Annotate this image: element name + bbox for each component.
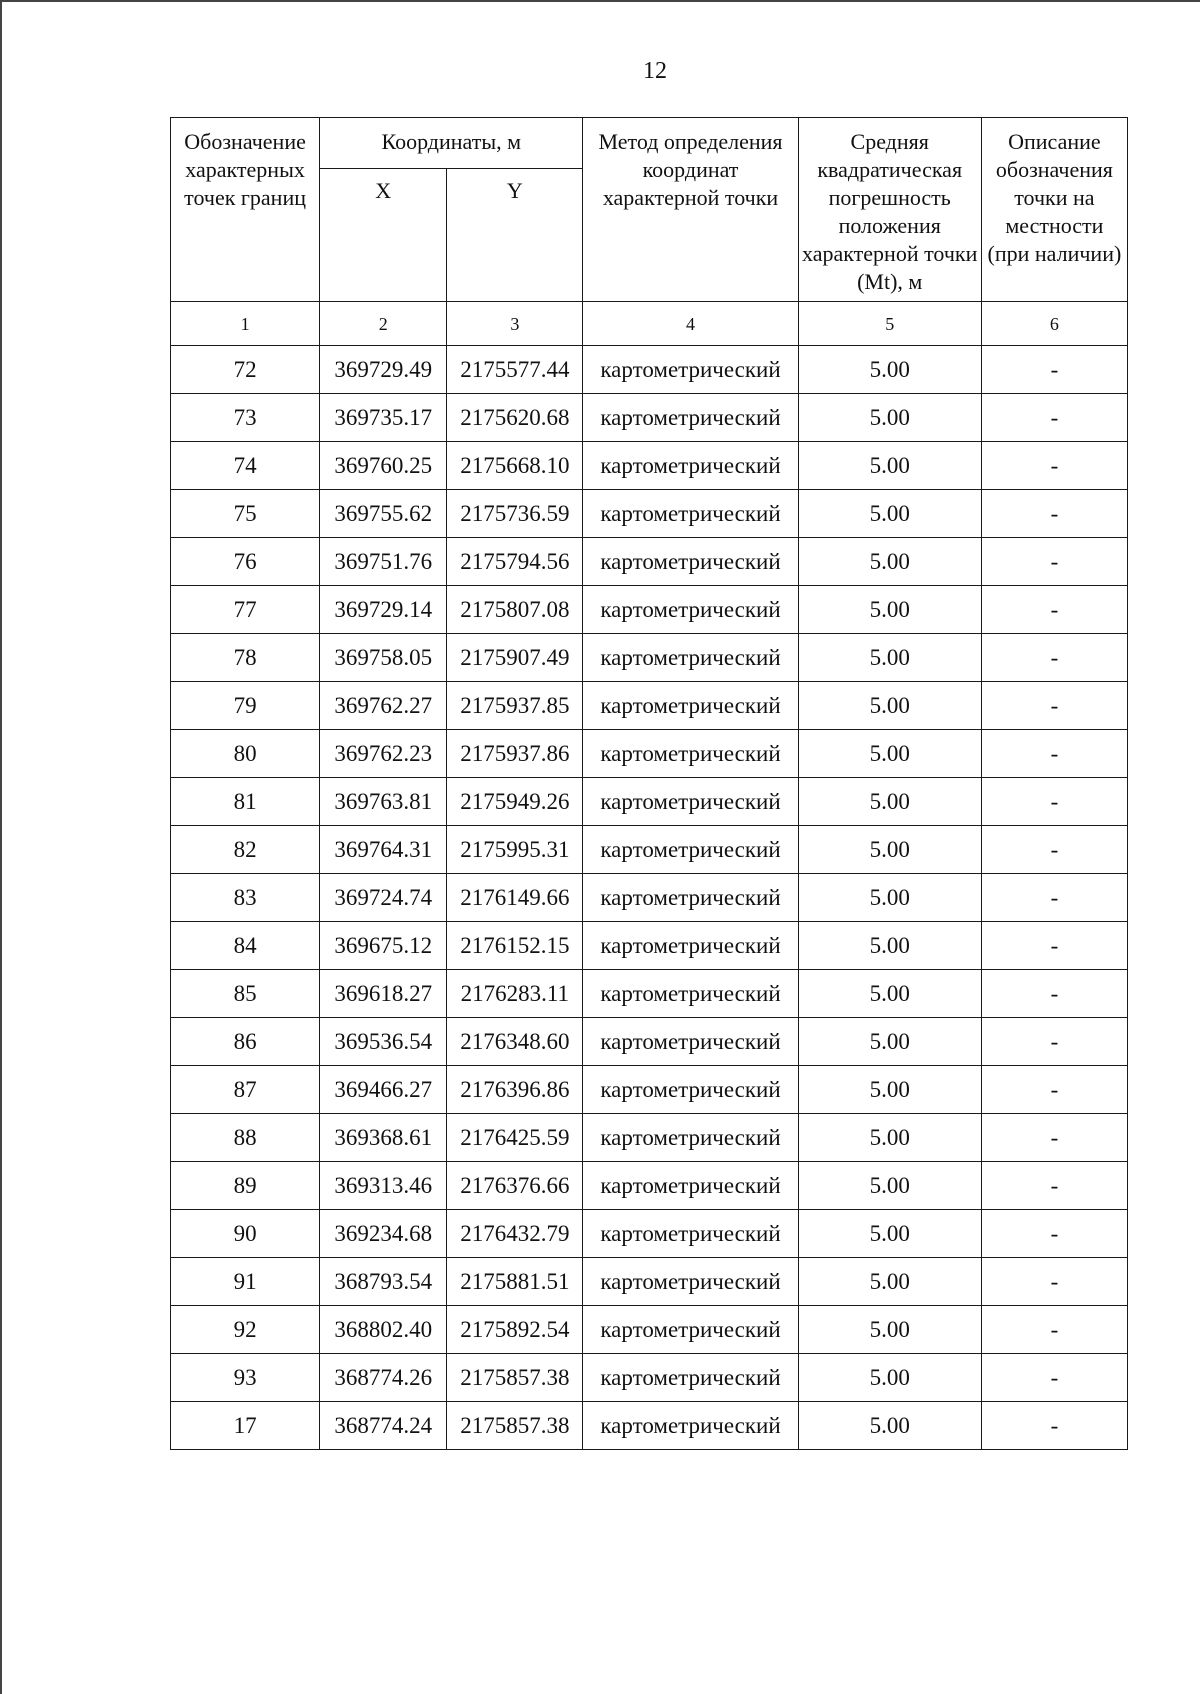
header-point: Обозначение характерных точек границ — [171, 118, 320, 302]
table-row — [171, 634, 1128, 682]
table-row — [171, 1114, 1128, 1162]
cell-x: 369313.46 — [320, 1162, 447, 1210]
table-row — [171, 346, 1128, 394]
column-number: 6 — [981, 302, 1127, 346]
table-body — [171, 346, 1128, 1450]
cell-y: 2176283.11 — [447, 970, 583, 1018]
cell-y: 2176425.59 — [447, 1114, 583, 1162]
cell-description: - — [981, 490, 1127, 538]
column-number: 2 — [320, 302, 447, 346]
cell-point: 86 — [171, 1018, 320, 1066]
cell-x: 369762.23 — [320, 730, 447, 778]
cell-x: 369751.76 — [320, 538, 447, 586]
header-x: X — [320, 169, 447, 302]
table-row — [171, 1018, 1128, 1066]
cell-x: 369368.61 — [320, 1114, 447, 1162]
table-row — [171, 826, 1128, 874]
cell-x: 369675.12 — [320, 922, 447, 970]
cell-method: картометрический — [583, 490, 798, 538]
cell-method: картометрический — [583, 538, 798, 586]
cell-error: 5.00 — [798, 1114, 981, 1162]
cell-y: 2175937.86 — [447, 730, 583, 778]
cell-point: 77 — [171, 586, 320, 634]
cell-method: картометрический — [583, 586, 798, 634]
cell-x: 369760.25 — [320, 442, 447, 490]
cell-point: 79 — [171, 682, 320, 730]
cell-point: 74 — [171, 442, 320, 490]
cell-method: картометрический — [583, 1258, 798, 1306]
cell-x: 369758.05 — [320, 634, 447, 682]
cell-method: картометрический — [583, 1402, 798, 1450]
cell-method: картометрический — [583, 778, 798, 826]
cell-description: - — [981, 874, 1127, 922]
cell-description: - — [981, 682, 1127, 730]
table-row — [171, 1258, 1128, 1306]
cell-point: 91 — [171, 1258, 320, 1306]
cell-error: 5.00 — [798, 634, 981, 682]
cell-point: 76 — [171, 538, 320, 586]
table-row — [171, 394, 1128, 442]
cell-description: - — [981, 1306, 1127, 1354]
table-row — [171, 1162, 1128, 1210]
coordinates-table — [170, 117, 1128, 1450]
cell-method: картометрический — [583, 826, 798, 874]
cell-error: 5.00 — [798, 586, 981, 634]
cell-description: - — [981, 1162, 1127, 1210]
cell-point: 87 — [171, 1066, 320, 1114]
cell-method: картометрический — [583, 442, 798, 490]
cell-method: картометрический — [583, 1354, 798, 1402]
header-y: Y — [447, 169, 583, 302]
cell-y: 2175668.10 — [447, 442, 583, 490]
cell-error: 5.00 — [798, 970, 981, 1018]
table-row — [171, 730, 1128, 778]
cell-y: 2176376.66 — [447, 1162, 583, 1210]
cell-error: 5.00 — [798, 1306, 981, 1354]
cell-y: 2176152.15 — [447, 922, 583, 970]
cell-point: 93 — [171, 1354, 320, 1402]
table-row — [171, 442, 1128, 490]
cell-x: 368802.40 — [320, 1306, 447, 1354]
cell-method: картометрический — [583, 346, 798, 394]
cell-error: 5.00 — [798, 394, 981, 442]
cell-point: 73 — [171, 394, 320, 442]
cell-x: 369729.49 — [320, 346, 447, 394]
header-description: Описание обозначения точки на местности (при наличии) — [981, 118, 1127, 302]
table-row — [171, 1306, 1128, 1354]
cell-point: 78 — [171, 634, 320, 682]
cell-point: 72 — [171, 346, 320, 394]
cell-error: 5.00 — [798, 874, 981, 922]
cell-error: 5.00 — [798, 538, 981, 586]
cell-x: 369762.27 — [320, 682, 447, 730]
cell-x: 368793.54 — [320, 1258, 447, 1306]
cell-error: 5.00 — [798, 442, 981, 490]
header-method: Метод определения координат характерной точки — [583, 118, 798, 302]
cell-y: 2175892.54 — [447, 1306, 583, 1354]
cell-point: 83 — [171, 874, 320, 922]
cell-x: 369729.14 — [320, 586, 447, 634]
table-row — [171, 1066, 1128, 1114]
table-row — [171, 586, 1128, 634]
cell-error: 5.00 — [798, 778, 981, 826]
table-row — [171, 682, 1128, 730]
cell-point: 80 — [171, 730, 320, 778]
column-number: 5 — [798, 302, 981, 346]
cell-description: - — [981, 586, 1127, 634]
cell-y: 2175620.68 — [447, 394, 583, 442]
cell-y: 2175857.38 — [447, 1354, 583, 1402]
cell-description: - — [981, 1258, 1127, 1306]
table-row — [171, 778, 1128, 826]
cell-y: 2176432.79 — [447, 1210, 583, 1258]
cell-x: 369735.17 — [320, 394, 447, 442]
table-row — [171, 1354, 1128, 1402]
cell-error: 5.00 — [798, 1018, 981, 1066]
cell-method: картометрический — [583, 1018, 798, 1066]
cell-point: 90 — [171, 1210, 320, 1258]
cell-description: - — [981, 1114, 1127, 1162]
cell-error: 5.00 — [798, 490, 981, 538]
column-number-row — [171, 302, 1128, 346]
cell-y: 2175857.38 — [447, 1402, 583, 1450]
table-row — [171, 922, 1128, 970]
cell-method: картометрический — [583, 874, 798, 922]
cell-point: 75 — [171, 490, 320, 538]
cell-description: - — [981, 778, 1127, 826]
cell-y: 2175949.26 — [447, 778, 583, 826]
cell-y: 2175736.59 — [447, 490, 583, 538]
cell-description: - — [981, 538, 1127, 586]
cell-x: 369724.74 — [320, 874, 447, 922]
cell-y: 2175577.44 — [447, 346, 583, 394]
cell-error: 5.00 — [798, 346, 981, 394]
cell-method: картометрический — [583, 1066, 798, 1114]
cell-x: 369763.81 — [320, 778, 447, 826]
cell-error: 5.00 — [798, 682, 981, 730]
cell-x: 369618.27 — [320, 970, 447, 1018]
cell-point: 82 — [171, 826, 320, 874]
cell-x: 369536.54 — [320, 1018, 447, 1066]
cell-description: - — [981, 970, 1127, 1018]
table-row — [171, 538, 1128, 586]
cell-description: - — [981, 1066, 1127, 1114]
cell-y: 2175907.49 — [447, 634, 583, 682]
cell-point: 89 — [171, 1162, 320, 1210]
cell-error: 5.00 — [798, 1210, 981, 1258]
cell-method: картометрический — [583, 730, 798, 778]
cell-point: 92 — [171, 1306, 320, 1354]
cell-x: 369764.31 — [320, 826, 447, 874]
cell-y: 2175807.08 — [447, 586, 583, 634]
cell-y: 2175937.85 — [447, 682, 583, 730]
table-row — [171, 970, 1128, 1018]
cell-error: 5.00 — [798, 1066, 981, 1114]
column-number: 1 — [171, 302, 320, 346]
cell-y: 2175881.51 — [447, 1258, 583, 1306]
cell-description: - — [981, 922, 1127, 970]
cell-error: 5.00 — [798, 922, 981, 970]
cell-x: 369755.62 — [320, 490, 447, 538]
cell-description: - — [981, 1354, 1127, 1402]
column-number: 4 — [583, 302, 798, 346]
cell-description: - — [981, 730, 1127, 778]
cell-error: 5.00 — [798, 1402, 981, 1450]
cell-method: картометрический — [583, 1162, 798, 1210]
table-row — [171, 874, 1128, 922]
cell-y: 2176149.66 — [447, 874, 583, 922]
column-number: 3 — [447, 302, 583, 346]
cell-description: - — [981, 826, 1127, 874]
cell-description: - — [981, 394, 1127, 442]
cell-description: - — [981, 634, 1127, 682]
scan-edge-top — [0, 0, 1200, 2]
cell-point: 17 — [171, 1402, 320, 1450]
table-row — [171, 490, 1128, 538]
cell-method: картометрический — [583, 394, 798, 442]
cell-method: картометрический — [583, 634, 798, 682]
page-number: 12 — [643, 58, 667, 84]
cell-y: 2175995.31 — [447, 826, 583, 874]
header-coordinates: Координаты, м — [320, 118, 583, 169]
cell-error: 5.00 — [798, 730, 981, 778]
cell-y: 2175794.56 — [447, 538, 583, 586]
cell-error: 5.00 — [798, 1354, 981, 1402]
table-row — [171, 1402, 1128, 1450]
cell-point: 88 — [171, 1114, 320, 1162]
cell-point: 85 — [171, 970, 320, 1018]
scan-edge-left — [0, 0, 2, 1694]
cell-method: картометрический — [583, 1210, 798, 1258]
cell-description: - — [981, 1402, 1127, 1450]
cell-y: 2176396.86 — [447, 1066, 583, 1114]
cell-description: - — [981, 346, 1127, 394]
cell-description: - — [981, 442, 1127, 490]
cell-x: 369234.68 — [320, 1210, 447, 1258]
header-error: Средняя квадратическая погрешность положения характерной точки (Mt), м — [798, 118, 981, 302]
cell-error: 5.00 — [798, 1162, 981, 1210]
cell-method: картометрический — [583, 922, 798, 970]
cell-method: картометрический — [583, 970, 798, 1018]
cell-x: 368774.26 — [320, 1354, 447, 1402]
table-row — [171, 1210, 1128, 1258]
cell-point: 81 — [171, 778, 320, 826]
cell-method: картометрический — [583, 682, 798, 730]
cell-y: 2176348.60 — [447, 1018, 583, 1066]
cell-method: картометрический — [583, 1114, 798, 1162]
cell-error: 5.00 — [798, 826, 981, 874]
cell-x: 368774.24 — [320, 1402, 447, 1450]
cell-error: 5.00 — [798, 1258, 981, 1306]
cell-description: - — [981, 1210, 1127, 1258]
cell-point: 84 — [171, 922, 320, 970]
cell-description: - — [981, 1018, 1127, 1066]
cell-x: 369466.27 — [320, 1066, 447, 1114]
cell-method: картометрический — [583, 1306, 798, 1354]
